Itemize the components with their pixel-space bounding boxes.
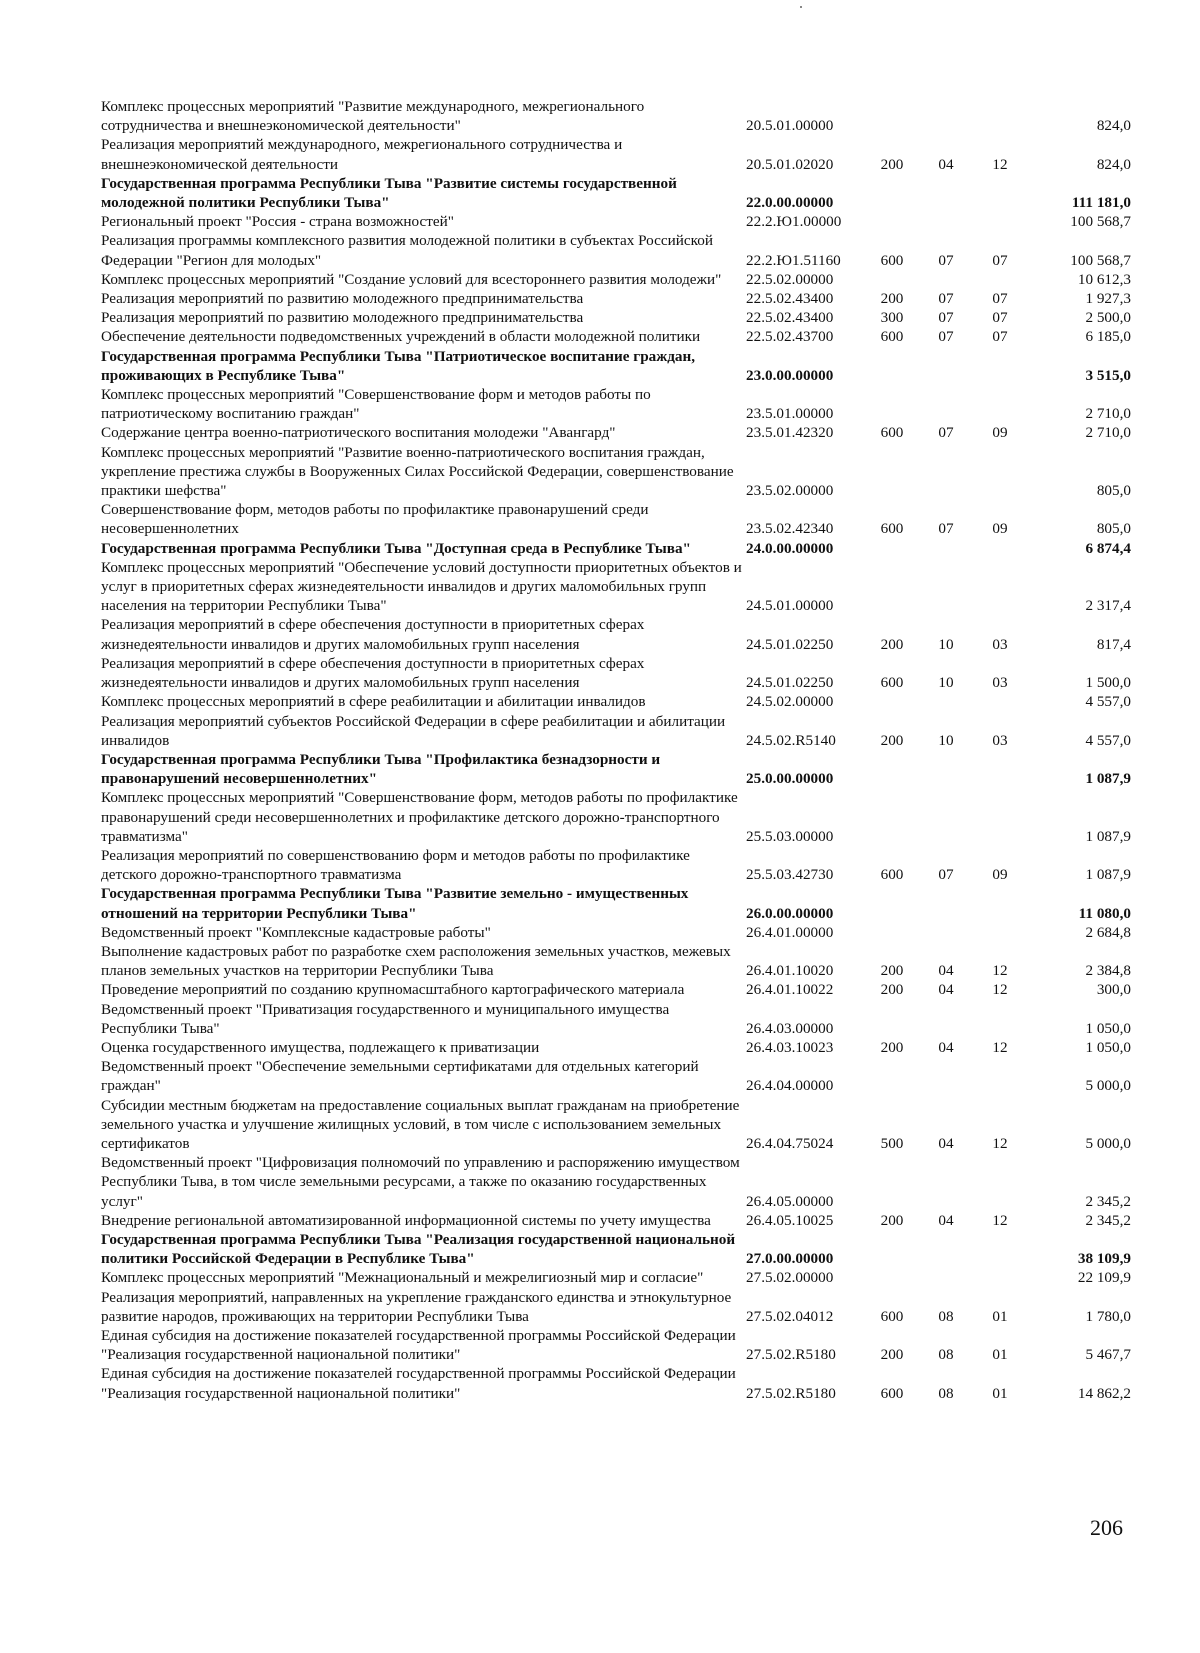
expense-name: Государственная программа Республики Тыва "Патриотическое воспитание граждан, проживающих в Республике Тыва": [101, 347, 696, 384]
expense-type-code: 200: [880, 1211, 904, 1229]
expense-type-code: [868, 212, 916, 231]
amount: 817,4: [1096, 635, 1131, 653]
subsection-code: [976, 347, 1024, 385]
amount: 4 557,0: [1085, 693, 1131, 711]
section-code: 04: [938, 962, 954, 980]
amount: 10 612,3: [1077, 270, 1131, 288]
subsection-code: [976, 692, 1024, 711]
table-row: [101, 980, 1131, 999]
expense-type-code: 600: [880, 674, 904, 692]
subsection-code: [976, 174, 1024, 212]
expense-name: Содержание центра военно-патриотического воспитания молодежи "Авангард": [101, 424, 616, 442]
table-row: [101, 1268, 1131, 1287]
expense-type-code: [868, 1000, 916, 1038]
target-article-code: 23.5.01.42320: [746, 424, 834, 442]
amount: 100 568,7: [1070, 213, 1131, 231]
expense-name: Ведомственный проект "Комплексные кадастровые работы": [101, 923, 491, 941]
target-article-code: 23.5.02.00000: [746, 482, 834, 500]
subsection-code: [976, 750, 1024, 788]
expense-type-code: 600: [880, 520, 904, 538]
expense-type-code: 600: [880, 328, 904, 346]
amount: 111 181,0: [1071, 194, 1131, 212]
expense-type-code: 600: [880, 1384, 904, 1402]
expense-type-code: [868, 1057, 916, 1095]
subsection-code: [976, 270, 1024, 289]
amount: 1 087,9: [1085, 866, 1131, 884]
budget-page: [101, 97, 1131, 1403]
amount: 2 710,0: [1085, 405, 1131, 423]
target-article-code: 26.4.04.00000: [746, 1077, 834, 1095]
target-article-code: 27.5.02.04012: [746, 1307, 834, 1325]
expense-name: Обеспечение деятельности подведомственных учреждений в области молодежной политики: [101, 328, 701, 346]
target-article-code: 26.4.01.00000: [746, 923, 834, 941]
section-code: 07: [938, 424, 954, 442]
amount: 2 684,8: [1085, 923, 1131, 941]
amount: 805,0: [1096, 520, 1131, 538]
expense-type-code: 600: [880, 424, 904, 442]
subsection-code: 12: [992, 155, 1008, 173]
section-code: 10: [938, 731, 954, 749]
section-code: [916, 443, 976, 501]
expense-name: Проведение мероприятий по созданию крупномасштабного картографического материала: [101, 981, 685, 999]
expense-name: Реализация мероприятий в сфере обеспечения доступности в приоритетных сферах жизнедеятельности инвалидов и других маломобильных групп населения: [101, 654, 645, 692]
expense-type-code: 200: [880, 1346, 904, 1364]
budget-table: [101, 97, 1131, 1403]
section-code: [916, 788, 976, 846]
expense-type-code: [868, 539, 916, 558]
expense-name: Комплекс процессных мероприятий "Развитие международного, межрегионального сотрудничества и внешнеэкономической деятельности": [101, 98, 645, 135]
amount: 2 710,0: [1085, 424, 1131, 442]
expense-name: Комплекс процессных мероприятий "Совершенствование форм, методов работы по профилактике правонарушений среди несовершеннолетних и профилактике детского дорожно-транспортного травматизма": [101, 789, 738, 845]
section-code: [916, 174, 976, 212]
section-code: [916, 270, 976, 289]
expense-type-code: [868, 558, 916, 616]
table-row: [101, 1057, 1131, 1095]
expense-name: Внедрение региональной автоматизированной информационной системы по учету имущества: [101, 1211, 711, 1229]
target-article-code: 26.4.03.10023: [746, 1038, 834, 1056]
expense-name: Государственная программа Республики Тыва "Развитие системы государственной молодежной политики Республики Тыва": [101, 174, 677, 212]
target-article-code: 27.5.02.00000: [746, 1269, 834, 1287]
expense-type-code: 600: [880, 1307, 904, 1325]
amount: 805,0: [1096, 482, 1131, 500]
target-article-code: 20.5.01.00000: [746, 117, 834, 135]
target-article-code: 22.5.02.43400: [746, 290, 834, 308]
amount: 2 384,8: [1085, 962, 1131, 980]
expense-type-code: 300: [880, 309, 904, 327]
amount: 824,0: [1096, 155, 1131, 173]
target-article-code: 26.0.00.00000: [746, 904, 834, 922]
section-code: 04: [938, 981, 954, 999]
subsection-code: [976, 884, 1024, 922]
section-code: 10: [938, 674, 954, 692]
expense-type-code: [868, 97, 916, 135]
target-article-code: 24.5.01.02250: [746, 635, 834, 653]
amount: 4 557,0: [1085, 731, 1131, 749]
amount: 5 467,7: [1085, 1346, 1131, 1364]
section-code: 08: [938, 1346, 954, 1364]
expense-type-code: [868, 1153, 916, 1211]
section-code: [916, 884, 976, 922]
section-code: [916, 347, 976, 385]
section-code: [916, 1000, 976, 1038]
expense-name: Комплекс процессных мероприятий в сфере реабилитации и абилитации инвалидов: [101, 693, 646, 711]
subsection-code: [976, 212, 1024, 231]
section-code: 04: [938, 1211, 954, 1229]
section-code: 04: [938, 1038, 954, 1056]
expense-name: Ведомственный проект "Цифровизация полномочий по управлению и распоряжению имуществом Республики Тыва, в том числе земельными ресурсами, а также по оказанию государственных услуг": [101, 1154, 740, 1210]
expense-name: Государственная программа Республики Тыва "Профилактика безнадзорности и правонарушений несовершеннолетних": [101, 750, 661, 788]
expense-name: Совершенствование форм, методов работы по профилактике правонарушений среди несовершеннолетних: [101, 501, 649, 538]
amount: 1 500,0: [1085, 674, 1131, 692]
section-code: 07: [938, 866, 954, 884]
subsection-code: 12: [992, 1211, 1008, 1229]
section-code: [916, 97, 976, 135]
table-row: [101, 212, 1131, 231]
budget-table-body: [101, 97, 1131, 1403]
table-row: [101, 712, 1131, 750]
table-row: [101, 1230, 1131, 1268]
table-row: [101, 923, 1131, 942]
expense-name: Комплекс процессных мероприятий "Совершенствование форм и методов работы по патриотическому воспитанию граждан": [101, 386, 651, 423]
section-code: [916, 1153, 976, 1211]
target-article-code: 22.5.02.00000: [746, 270, 834, 288]
table-row: [101, 942, 1131, 980]
subsection-code: 01: [992, 1346, 1008, 1364]
table-row: [101, 423, 1131, 442]
expense-name: Комплекс процессных мероприятий "Создание условий для всестороннего развития молодежи": [101, 270, 722, 288]
table-row: [101, 174, 1131, 212]
subsection-code: [976, 385, 1024, 423]
expense-type-code: [868, 347, 916, 385]
expense-type-code: 600: [880, 251, 904, 269]
subsection-code: [976, 539, 1024, 558]
target-article-code: 24.5.01.00000: [746, 597, 834, 615]
expense-name: Комплекс процессных мероприятий "Обеспечение условий доступности приоритетных объектов и услуг в приоритетных сферах жизнедеятельности инвалидов и других маломобильных групп населения на территории Республики Тыва": [101, 558, 742, 615]
expense-name: Реализация мероприятий по развитию молодежного предпринимательства: [101, 290, 584, 308]
table-row: [101, 135, 1131, 173]
subsection-code: [976, 1000, 1024, 1038]
target-article-code: 22.2.Ю1.00000: [746, 213, 842, 231]
section-code: 07: [938, 328, 954, 346]
amount: 1 050,0: [1085, 1019, 1131, 1037]
table-row: [101, 788, 1131, 846]
table-row: [101, 1326, 1131, 1364]
target-article-code: 27.5.02.R5180: [746, 1346, 836, 1364]
amount: 2 317,4: [1085, 597, 1131, 615]
target-article-code: 23.5.02.42340: [746, 520, 834, 538]
section-code: 04: [938, 155, 954, 173]
table-row: [101, 289, 1131, 308]
expense-name: Государственная программа Республики Тыва "Реализация государственной национальной политики Российской Федерации в Республике Тыва": [101, 1230, 736, 1268]
expense-type-code: 200: [880, 635, 904, 653]
expense-name: Реализация программы комплексного развития молодежной политики в субъектах Российской Федерации "Регион для молодых": [101, 232, 713, 269]
expense-type-code: 200: [880, 1038, 904, 1056]
table-row: [101, 1153, 1131, 1211]
expense-type-code: 200: [880, 981, 904, 999]
target-article-code: 26.4.05.00000: [746, 1192, 834, 1210]
amount: 3 515,0: [1085, 366, 1131, 384]
amount: 2 500,0: [1085, 309, 1131, 327]
expense-type-code: [868, 443, 916, 501]
amount: 1 927,3: [1085, 290, 1131, 308]
expense-type-code: 500: [880, 1134, 904, 1152]
expense-name: Государственная программа Республики Тыва "Развитие земельно - имущественных отношений на территории Республики Тыва": [101, 885, 689, 922]
section-code: 07: [938, 290, 954, 308]
subsection-code: [976, 1230, 1024, 1268]
table-row: [101, 539, 1131, 558]
section-code: [916, 923, 976, 942]
expense-name: Единая субсидия на достижение показателей государственной программы Российской Федерации "Реализация государственной национальной политики": [101, 1327, 736, 1364]
table-row: [101, 846, 1131, 884]
amount: 38 109,9: [1077, 1250, 1131, 1268]
table-row: [101, 1096, 1131, 1154]
subsection-code: [976, 443, 1024, 501]
expense-name: Государственная программа Республики Тыва "Доступная среда в Республике Тыва": [101, 539, 691, 557]
target-article-code: 24.0.00.00000: [746, 539, 834, 557]
amount: 1 780,0: [1085, 1307, 1131, 1325]
expense-type-code: 200: [880, 962, 904, 980]
section-code: [916, 1057, 976, 1095]
expense-type-code: [868, 174, 916, 212]
table-row: [101, 443, 1131, 501]
expense-type-code: [868, 923, 916, 942]
target-article-code: 25.5.03.42730: [746, 866, 834, 884]
section-code: [916, 212, 976, 231]
target-article-code: 26.4.01.10020: [746, 962, 834, 980]
target-article-code: 22.0.00.00000: [746, 194, 834, 212]
section-code: [916, 692, 976, 711]
table-row: [101, 654, 1131, 692]
expense-type-code: 600: [880, 866, 904, 884]
target-article-code: 22.5.02.43700: [746, 328, 834, 346]
expense-name: Выполнение кадастровых работ по разработке схем расположения земельных участков, межевых планов земельных участков на территории Республики Тыва: [101, 942, 731, 980]
expense-name: Реализация мероприятий, направленных на укрепление гражданского единства и этнокультурное развитие народов, проживающих на территории Республики Тыва: [101, 1288, 732, 1325]
subsection-code: 09: [992, 520, 1008, 538]
expense-type-code: [868, 692, 916, 711]
section-code: 08: [938, 1384, 954, 1402]
subsection-code: 07: [992, 328, 1008, 346]
target-article-code: 20.5.01.02020: [746, 155, 834, 173]
table-row: [101, 308, 1131, 327]
expense-name: Региональный проект "Россия - страна возможностей": [101, 213, 454, 231]
section-code: 04: [938, 1134, 954, 1152]
target-article-code: 26.4.03.00000: [746, 1019, 834, 1037]
subsection-code: [976, 1057, 1024, 1095]
subsection-code: 12: [992, 1038, 1008, 1056]
section-code: [916, 539, 976, 558]
expense-type-code: [868, 884, 916, 922]
table-row: [101, 385, 1131, 423]
expense-name: Комплекс процессных мероприятий "Развитие военно-патриотического воспитания граждан, укрепление престижа службы в Вооруженных Силах Российской Федерации, совершенствование практики шефства": [101, 443, 734, 500]
table-row: [101, 231, 1131, 269]
expense-name: Реализация мероприятий международного, межрегионального сотрудничества и внешнеэкономической деятельности: [101, 136, 623, 173]
subsection-code: 03: [992, 731, 1008, 749]
amount: 300,0: [1096, 981, 1131, 999]
amount: 5 000,0: [1085, 1077, 1131, 1095]
subsection-code: [976, 1268, 1024, 1287]
table-row: [101, 347, 1131, 385]
expense-name: Оценка государственного имущества, подлежащего к приватизации: [101, 1038, 540, 1056]
table-row: [101, 500, 1131, 538]
section-code: 08: [938, 1307, 954, 1325]
target-article-code: 25.5.03.00000: [746, 827, 834, 845]
subsection-code: 01: [992, 1384, 1008, 1402]
subsection-code: [976, 558, 1024, 616]
amount: 11 080,0: [1078, 904, 1131, 922]
amount: 1 087,9: [1085, 827, 1131, 845]
subsection-code: [976, 97, 1024, 135]
subsection-code: 03: [992, 674, 1008, 692]
target-article-code: 22.5.02.43400: [746, 309, 834, 327]
section-code: 07: [938, 520, 954, 538]
expense-name: Реализация мероприятий в сфере обеспечения доступности в приоритетных сферах жизнедеятельности инвалидов и других маломобильных групп населения: [101, 616, 645, 653]
expense-type-code: [868, 270, 916, 289]
subsection-code: 03: [992, 635, 1008, 653]
expense-type-code: [868, 750, 916, 788]
subsection-code: [976, 788, 1024, 846]
subsection-code: 12: [992, 981, 1008, 999]
table-row: [101, 270, 1131, 289]
table-row: [101, 1038, 1131, 1057]
subsection-code: 09: [992, 424, 1008, 442]
amount: 824,0: [1096, 117, 1131, 135]
expense-type-code: 200: [880, 290, 904, 308]
section-code: [916, 750, 976, 788]
target-article-code: 27.0.00.00000: [746, 1250, 834, 1268]
target-article-code: 26.4.05.10025: [746, 1211, 834, 1229]
table-row: [101, 1288, 1131, 1326]
target-article-code: 25.0.00.00000: [746, 770, 834, 788]
section-code: 10: [938, 635, 954, 653]
expense-type-code: 200: [880, 731, 904, 749]
table-row: [101, 97, 1131, 135]
section-code: 07: [938, 309, 954, 327]
section-code: [916, 1230, 976, 1268]
expense-type-code: [868, 1230, 916, 1268]
expense-name: Ведомственный проект "Обеспечение земельными сертификатами для отдельных категорий граждан": [101, 1058, 699, 1095]
table-row: [101, 692, 1131, 711]
amount: 6 185,0: [1085, 328, 1131, 346]
subsection-code: 01: [992, 1307, 1008, 1325]
section-code: [916, 385, 976, 423]
amount: 5 000,0: [1085, 1134, 1131, 1152]
table-row: [101, 327, 1131, 346]
target-article-code: 26.4.01.10022: [746, 981, 834, 999]
target-article-code: 24.5.02.R5140: [746, 731, 836, 749]
expense-type-code: [868, 788, 916, 846]
expense-name: Ведомственный проект "Приватизация государственного и муниципального имущества Республики Тыва": [101, 1000, 670, 1037]
subsection-code: 12: [992, 962, 1008, 980]
amount: 2 345,2: [1085, 1211, 1131, 1229]
subsection-code: 12: [992, 1134, 1008, 1152]
expense-type-code: 200: [880, 155, 904, 173]
expense-name: Единая субсидия на достижение показателей государственной программы Российской Федерации "Реализация государственной национальной политики": [101, 1365, 736, 1402]
subsection-code: [976, 1153, 1024, 1211]
subsection-code: [976, 923, 1024, 942]
amount: 14 862,2: [1077, 1384, 1131, 1402]
amount: 6 874,4: [1085, 539, 1131, 557]
target-article-code: 22.2.Ю1.51160: [746, 251, 841, 269]
table-row: [101, 1000, 1131, 1038]
section-code: [916, 1268, 976, 1287]
scan-dust-mark: [800, 6, 802, 8]
page-number: 206: [1090, 1515, 1123, 1540]
subsection-code: 07: [992, 309, 1008, 327]
section-code: [916, 558, 976, 616]
target-article-code: 24.5.01.02250: [746, 674, 834, 692]
table-row: [101, 1364, 1131, 1402]
amount: 1 050,0: [1085, 1038, 1131, 1056]
subsection-code: 09: [992, 866, 1008, 884]
target-article-code: 23.0.00.00000: [746, 366, 834, 384]
table-row: [101, 750, 1131, 788]
target-article-code: 26.4.04.75024: [746, 1134, 834, 1152]
section-code: 07: [938, 251, 954, 269]
target-article-code: 27.5.02.R5180: [746, 1384, 836, 1402]
expense-name: Субсидии местным бюджетам на предоставление социальных выплат гражданам на приобретение земельного участка и улучшение жилищных условий, в том числе с использованием земельных сертификатов: [101, 1096, 740, 1152]
table-row: [101, 558, 1131, 616]
expense-name: Реализация мероприятий по развитию молодежного предпринимательства: [101, 309, 584, 327]
expense-type-code: [868, 1268, 916, 1287]
amount: 1 087,9: [1085, 770, 1131, 788]
expense-name: Комплекс процессных мероприятий "Межнациональный и межрелигиозный мир и согласие": [101, 1269, 704, 1287]
target-article-code: 24.5.02.00000: [746, 693, 834, 711]
subsection-code: 07: [992, 251, 1008, 269]
target-article-code: 23.5.01.00000: [746, 405, 834, 423]
expense-type-code: [868, 385, 916, 423]
amount: 2 345,2: [1085, 1192, 1131, 1210]
table-row: [101, 615, 1131, 653]
table-row: [101, 884, 1131, 922]
table-row: [101, 1211, 1131, 1230]
amount: 22 109,9: [1077, 1269, 1131, 1287]
amount: 100 568,7: [1070, 251, 1131, 269]
expense-name: Реализация мероприятий по совершенствованию форм и методов работы по профилактике детского дорожно-транспортного травматизма: [101, 846, 690, 884]
subsection-code: 07: [992, 290, 1008, 308]
expense-name: Реализация мероприятий субъектов Российской Федерации в сфере реабилитации и абилитации инвалидов: [101, 712, 726, 749]
